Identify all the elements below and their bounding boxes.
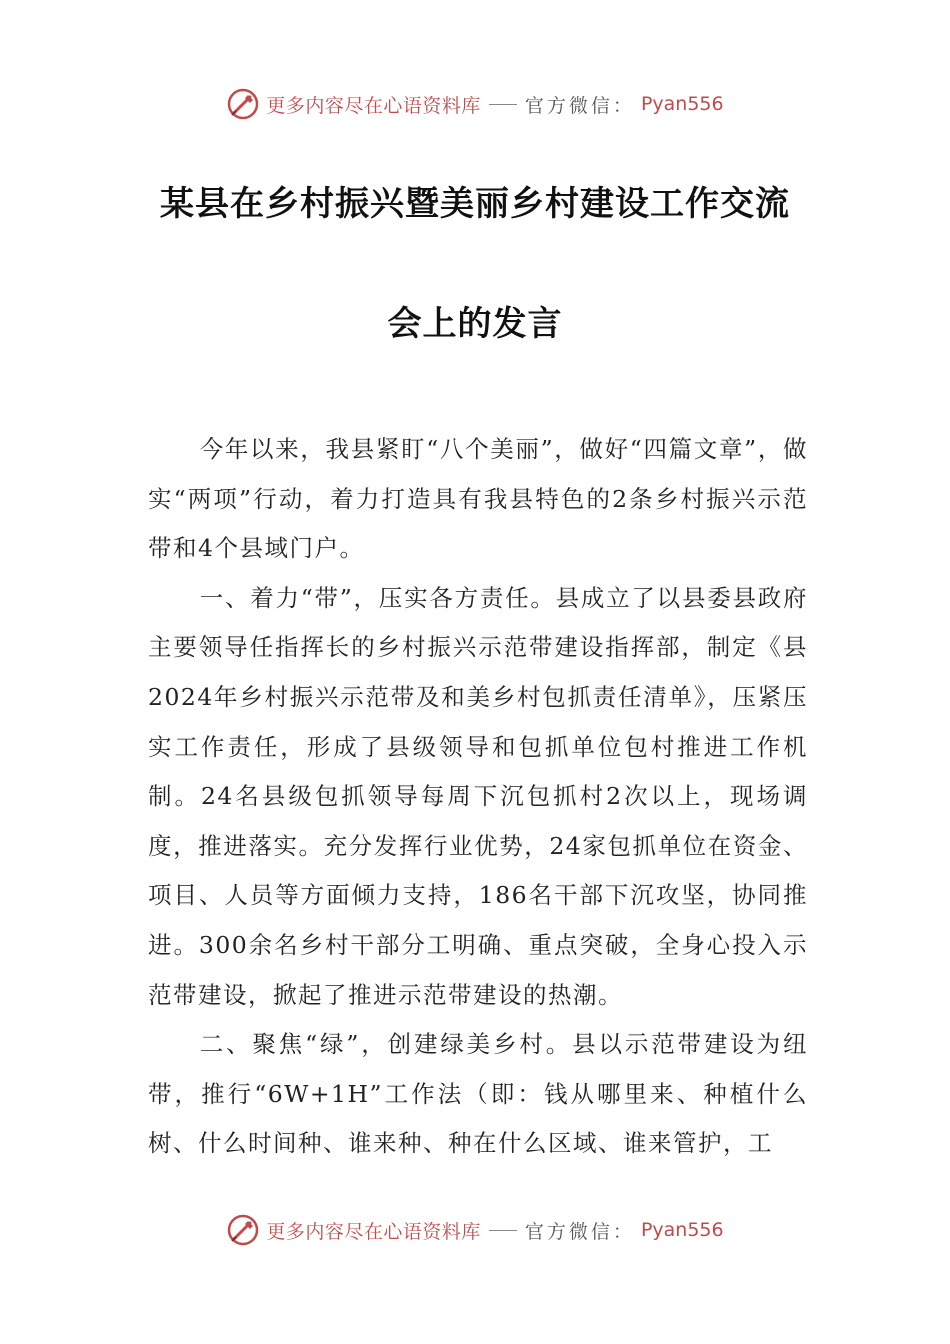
document-title-line1: 某县在乡村振兴暨美丽乡村建设工作交流: [160, 184, 790, 224]
watermark-wechat-id: Pyan556: [640, 93, 724, 115]
watermark-official-text: 官方微信：: [524, 1220, 635, 1243]
watermark-official-text: 官方微信：: [524, 94, 635, 117]
watermark-dash: [489, 104, 517, 105]
watermark-dash: [489, 1230, 517, 1231]
document-title-line2: 会上的发言: [387, 304, 563, 344]
header-watermark: [0, 84, 950, 124]
pen-logo-icon: [226, 87, 260, 121]
pen-logo-icon: [226, 1213, 260, 1247]
footer-watermark: [0, 1210, 950, 1250]
paragraph-intro: 今年以来，我县紧盯“八个美丽”，做好“四篇文章”，做实“两项”行动，着力打造具有我县特色的2条乡村振兴示范带和4个县域门户。: [148, 435, 808, 563]
document-body: [148, 425, 808, 1169]
paragraph-section-two: 二、聚焦“绿”，创建绿美乡村。县以示范带建设为纽带，推行“6W+1H”工作法（即：钱从哪里来、种植什么树、什么时间种、谁来种、种在什么区域、谁来管护，工: [148, 1030, 808, 1158]
watermark-wechat-id: Pyan556: [640, 1219, 724, 1241]
paragraph-section-one: 一、着力“带”，压实各方责任。县成立了以县委县政府主要领导任指挥长的乡村振兴示范带建设指挥部，制定《县2024年乡村振兴示范带及和美乡村包抓责任清单》，压紧压实工作责任，形成了县级领导和包抓单位包村推进工作机制。24名县级包抓领导每周下沉包抓村2次以上，现场调度，推进落实。充分发挥行业优势，24家包抓单位在资金、项目、人员等方面倾力支持，186名干部下沉攻坚，协同推进。300余名乡村干部分工明确、重点突破，全身心投入示范带建设，掀起了推进示范带建设的热潮。: [148, 583, 808, 1009]
watermark-brand-text: 更多内容尽在心语资料库: [266, 1220, 481, 1243]
watermark-brand-text: 更多内容尽在心语资料库: [266, 94, 481, 117]
